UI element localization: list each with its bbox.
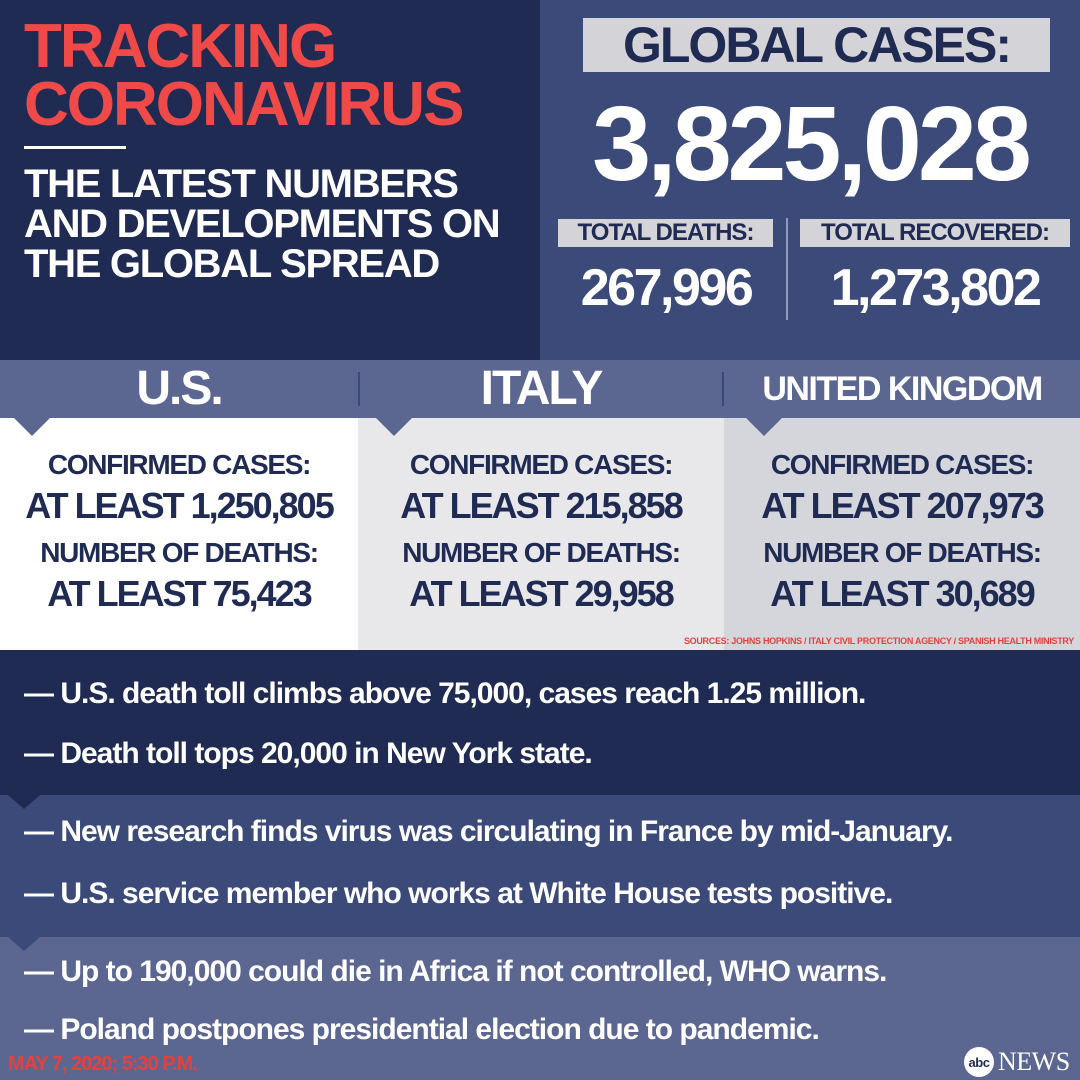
- country-panel-uk: [724, 418, 1080, 650]
- confirmed-cases-label: CONFIRMED CASES:: [47, 449, 311, 480]
- panel-notch: [14, 418, 50, 436]
- deaths-label: NUMBER OF DEATHS:: [40, 537, 318, 568]
- deaths-value: AT LEAST 30,689: [770, 573, 1034, 614]
- panel-notch: [376, 418, 412, 436]
- news-item: — U.S. service member who works at White House tests positive.: [24, 877, 893, 910]
- abc-news-logo: [964, 1047, 1070, 1077]
- confirmed-cases-value: AT LEAST 207,973: [761, 485, 1043, 526]
- sources-note: SOURCES: JOHNS HOPKINS / ITALY CIVIL PROTECTION AGENCY / SPANISH HEALTH MINISTRY: [683, 636, 1074, 646]
- total-recovered-value: 1,273,802: [830, 259, 1040, 317]
- abc-logo-mark: abc: [964, 1047, 994, 1077]
- title-line-1: TRACKING: [24, 12, 336, 81]
- country-name-italy: ITALY: [480, 362, 602, 415]
- deaths-label: NUMBER OF DEATHS:: [402, 537, 680, 568]
- deaths-value: AT LEAST 75,423: [47, 573, 311, 614]
- total-deaths-label: TOTAL DEATHS:: [558, 219, 773, 247]
- panel-notch: [746, 418, 782, 436]
- total-recovered-label: TOTAL RECOVERED:: [800, 219, 1070, 247]
- deaths-label: NUMBER OF DEATHS:: [763, 537, 1041, 568]
- news-item: — Death toll tops 20,000 in New York state.: [24, 737, 592, 770]
- page-title: [24, 12, 463, 139]
- title-divider: [24, 146, 126, 149]
- total-deaths-value: 267,996: [580, 259, 752, 317]
- timestamp: MAY 7, 2020; 5:30 P.M.: [8, 1053, 197, 1075]
- news-item: — Poland postpones presidential election due to pandemic.: [24, 1013, 819, 1046]
- news-item: — Up to 190,000 could die in Africa if not controlled, WHO warns.: [24, 955, 887, 988]
- stats-divider: [786, 218, 788, 320]
- country-panel-italy: [358, 418, 724, 650]
- abc-logo-news-text: NEWS: [998, 1047, 1070, 1076]
- title-line-2: CORONAVIRUS: [24, 70, 463, 139]
- country-name-uk: UNITED KINGDOM: [762, 370, 1042, 408]
- news-item: — New research finds virus was circulating in France by mid-January.: [24, 815, 953, 848]
- news-item: — U.S. death toll climbs above 75,000, cases reach 1.25 million.: [24, 677, 866, 710]
- global-cases-label: GLOBAL CASES:: [583, 18, 1050, 72]
- global-cases-value: 3,825,028: [592, 85, 1028, 203]
- page-subtitle: THE LATEST NUMBERS AND DEVELOPMENTS ON THE GLOBAL SPREAD: [24, 162, 500, 286]
- band-notch: [8, 937, 40, 951]
- country-name-us: U.S.: [136, 362, 222, 415]
- band-notch: [8, 795, 40, 809]
- confirmed-cases-label: CONFIRMED CASES:: [409, 449, 673, 480]
- news-band-1: [0, 650, 1080, 795]
- confirmed-cases-value: AT LEAST 215,858: [400, 485, 682, 526]
- confirmed-cases-value: AT LEAST 1,250,805: [25, 485, 333, 526]
- deaths-value: AT LEAST 29,958: [409, 573, 673, 614]
- confirmed-cases-label: CONFIRMED CASES:: [770, 449, 1034, 480]
- country-panel-us: [0, 418, 358, 650]
